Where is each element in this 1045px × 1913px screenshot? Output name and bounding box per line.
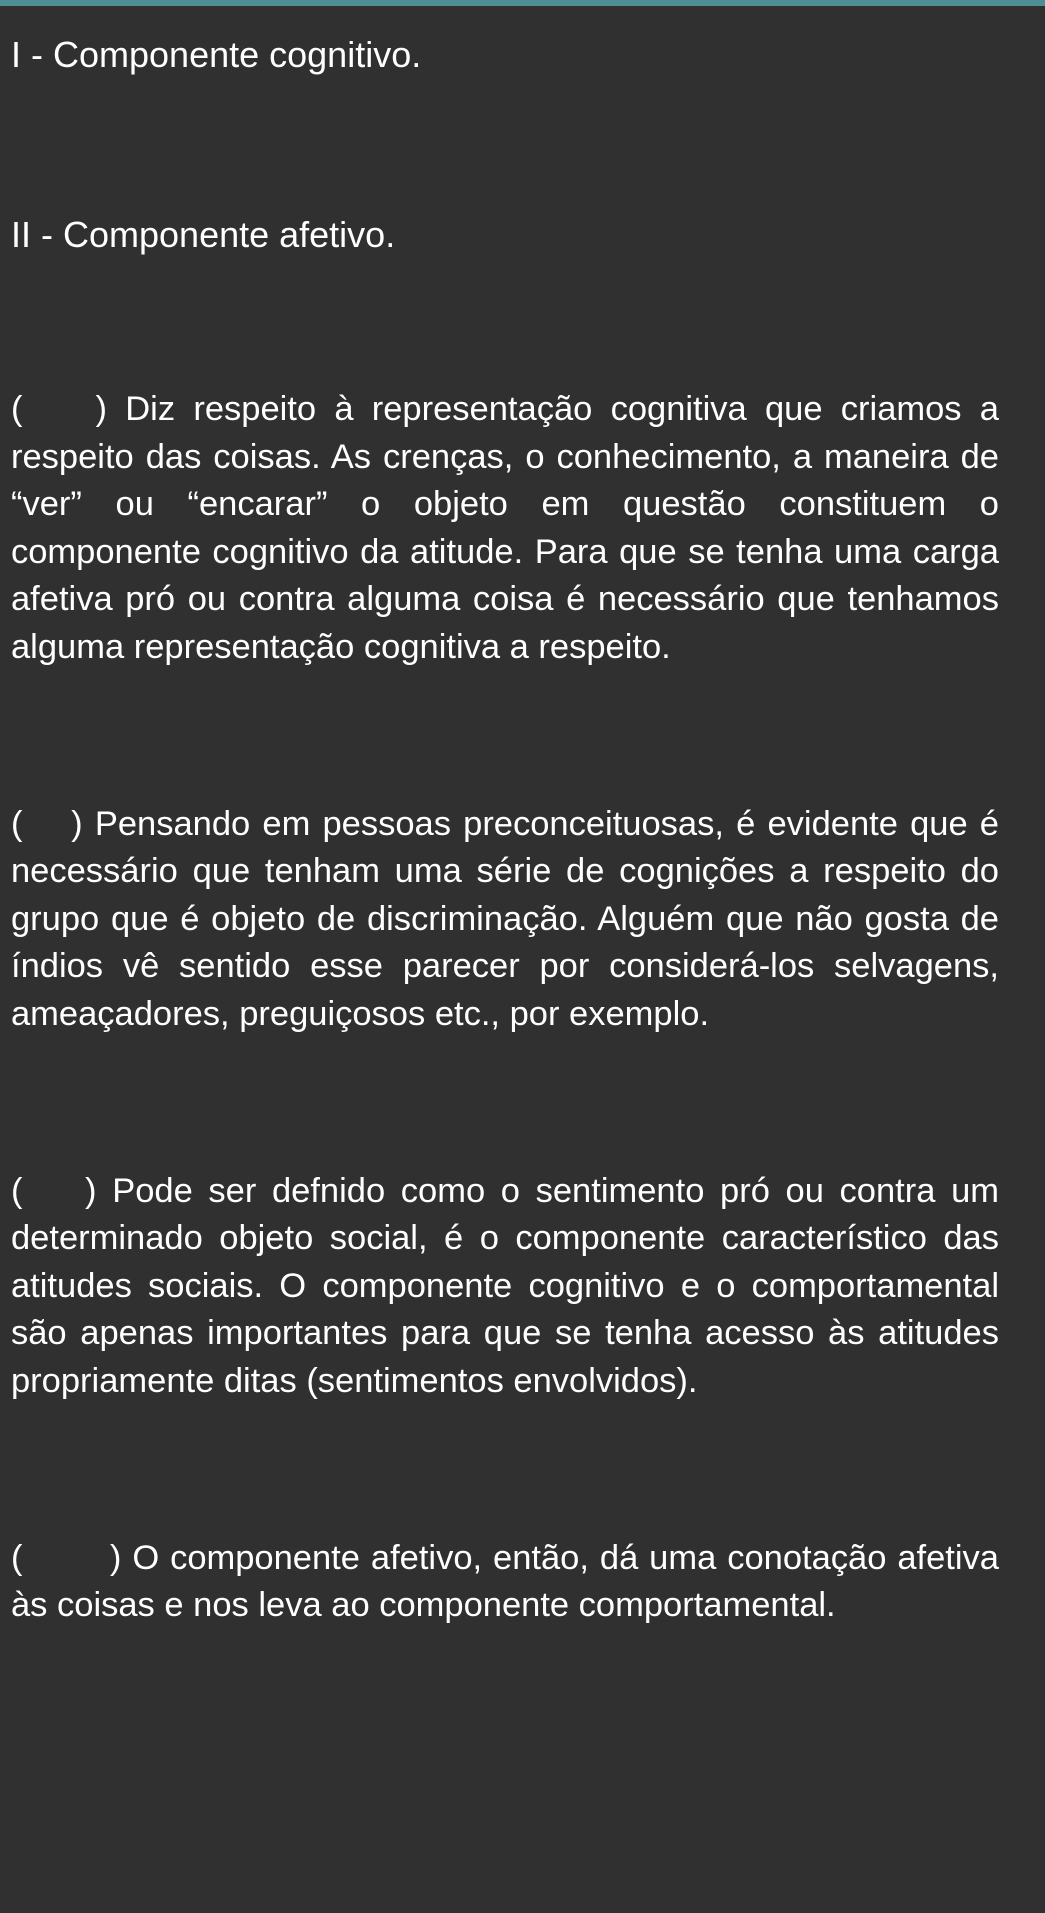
- statement-item: [11, 386, 999, 672]
- statement-item: [11, 801, 999, 1039]
- heading-cognitive-component: I - Componente cognitivo.: [11, 34, 422, 75]
- statement-text: Pensando em pessoas preconceituosas, é evidente que é necessário que tenham uma série de cognições a respeito do grupo que é objeto de discriminação. Alguém que não gosta de índios vê sentido esse parecer por considerá-los selvagens, ameaçadores, preguiçosos etc., por exemplo.: [11, 804, 999, 1033]
- question-content: [11, 27, 999, 1630]
- statement-text: O componente afetivo, então, dá uma conotação afetiva às coisas e nos leva ao componente comportamental.: [11, 1538, 999, 1625]
- statement-item: [11, 1535, 999, 1630]
- answer-blank: ( ): [11, 390, 107, 428]
- answer-blank: ( ): [11, 804, 83, 843]
- statement-text: Diz respeito à representação cognitiva que criamos a respeito das coisas. As crenças, o conhecimento, a maneira de “ver” ou “encarar” o objeto em questão constituem o componente cognitivo da atitude. Para que se tenha uma carga afetiva pró ou contra alguma coisa é necessário que tenhamos alguma representação cognitiva a respeito.: [11, 390, 999, 666]
- heading-affective-component: II - Componente afetivo.: [11, 214, 396, 255]
- top-accent-bar: [0, 0, 1045, 6]
- answer-blank: ( ): [11, 1171, 97, 1210]
- statement-item: [11, 1168, 999, 1406]
- answer-blank: ( ): [11, 1538, 122, 1577]
- statement-text: Pode ser defnido como o sentimento pró ou contra um determinado objeto social, é o componente característico das atitudes sociais. O componente cognitivo e o comportamental são apenas importantes para que se tenha acesso às atitudes propriamente ditas (sentimentos envolvidos).: [11, 1171, 999, 1400]
